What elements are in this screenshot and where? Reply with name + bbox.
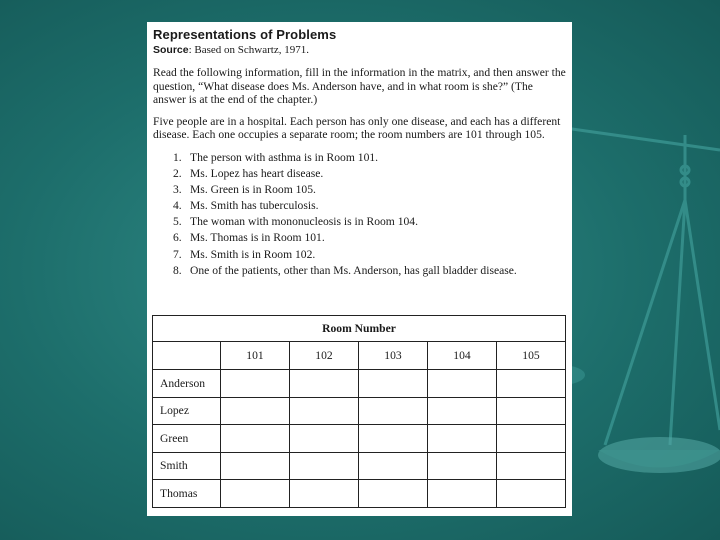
matrix-cell [221, 397, 290, 425]
matrix-cell [428, 480, 497, 508]
matrix-cell [221, 480, 290, 508]
matrix-cell [428, 370, 497, 398]
clue-text: Ms. Green is in Room 105. [190, 183, 316, 197]
matrix-cell [359, 452, 428, 480]
matrix-cell [290, 452, 359, 480]
clue-item [173, 230, 566, 246]
patient-name: Smith [153, 452, 221, 480]
clue-item [173, 150, 566, 166]
room-column-header: 103 [359, 342, 428, 370]
matrix-cell [359, 370, 428, 398]
matrix-cell [359, 480, 428, 508]
source-text: : Based on Schwartz, 1971. [188, 44, 309, 56]
clue-item [173, 214, 566, 230]
clue-item [173, 247, 566, 263]
matrix-cell [497, 370, 566, 398]
patient-name: Thomas [153, 480, 221, 508]
source-line [153, 44, 566, 56]
matrix-cell [290, 397, 359, 425]
clue-number: 1. [173, 150, 182, 164]
clue-item [173, 166, 566, 182]
clue-text: Ms. Thomas is in Room 101. [190, 231, 325, 245]
table-row [153, 480, 566, 508]
patient-name: Anderson [153, 370, 221, 398]
clue-text: Ms. Smith is in Room 102. [190, 247, 316, 261]
room-column-header: 105 [497, 342, 566, 370]
room-column-header: 104 [428, 342, 497, 370]
clue-number: 4. [173, 199, 182, 213]
matrix-cell [428, 397, 497, 425]
clue-text: The woman with mononucleosis is in Room 104. [190, 215, 418, 229]
table-row [153, 452, 566, 480]
matrix-cell [497, 397, 566, 425]
matrix-cell [290, 425, 359, 453]
patient-name: Lopez [153, 397, 221, 425]
room-column-header: 101 [221, 342, 290, 370]
matrix-cell [221, 452, 290, 480]
clue-item [173, 182, 566, 198]
clue-text: The person with asthma is in Room 101. [190, 150, 379, 164]
clue-list [173, 150, 566, 279]
clue-item [173, 263, 566, 279]
source-label: Source [153, 44, 189, 56]
page-title: Representations of Problems [153, 27, 337, 42]
clue-number: 7. [173, 247, 182, 261]
document-page [147, 22, 572, 516]
matrix-cell [428, 452, 497, 480]
clue-item [173, 198, 566, 214]
clue-number: 2. [173, 167, 182, 181]
scale-watermark [560, 90, 720, 540]
matrix-cell [221, 370, 290, 398]
room-matrix [152, 315, 566, 508]
table-row [153, 425, 566, 453]
matrix-cell [359, 425, 428, 453]
clue-text: One of the patients, other than Ms. Anderson, has gall bladder disease. [190, 263, 517, 277]
matrix-cell [497, 480, 566, 508]
patient-name: Green [153, 425, 221, 453]
matrix-cell [497, 425, 566, 453]
room-column-header: 102 [290, 342, 359, 370]
matrix-cell [290, 480, 359, 508]
intro-paragraph: Read the following information, fill in the information in the matrix, and then answer the question, “What disease does Ms. Anderson have, and in what room is she?” (The answer is at the end of the chapter.) [153, 66, 566, 107]
clue-number: 8. [173, 263, 182, 277]
clue-number: 5. [173, 215, 182, 229]
clue-text: Ms. Smith has tuberculosis. [190, 199, 319, 213]
matrix-header: Room Number [153, 316, 566, 342]
table-row [153, 397, 566, 425]
table-row [153, 370, 566, 398]
room-column-row [153, 342, 566, 370]
matrix-cell [428, 425, 497, 453]
clue-number: 3. [173, 183, 182, 197]
matrix-cell [359, 397, 428, 425]
corner-cell [153, 342, 221, 370]
matrix-header-row [153, 316, 566, 342]
clue-number: 6. [173, 231, 182, 245]
matrix-cell [290, 370, 359, 398]
matrix-cell [221, 425, 290, 453]
clue-text: Ms. Lopez has heart disease. [190, 167, 324, 181]
matrix-cell [497, 452, 566, 480]
setup-paragraph: Five people are in a hospital. Each person has only one disease, and each has a different disease. Each one occupies a separate room; the room numbers are 101 through 105. [153, 114, 561, 142]
